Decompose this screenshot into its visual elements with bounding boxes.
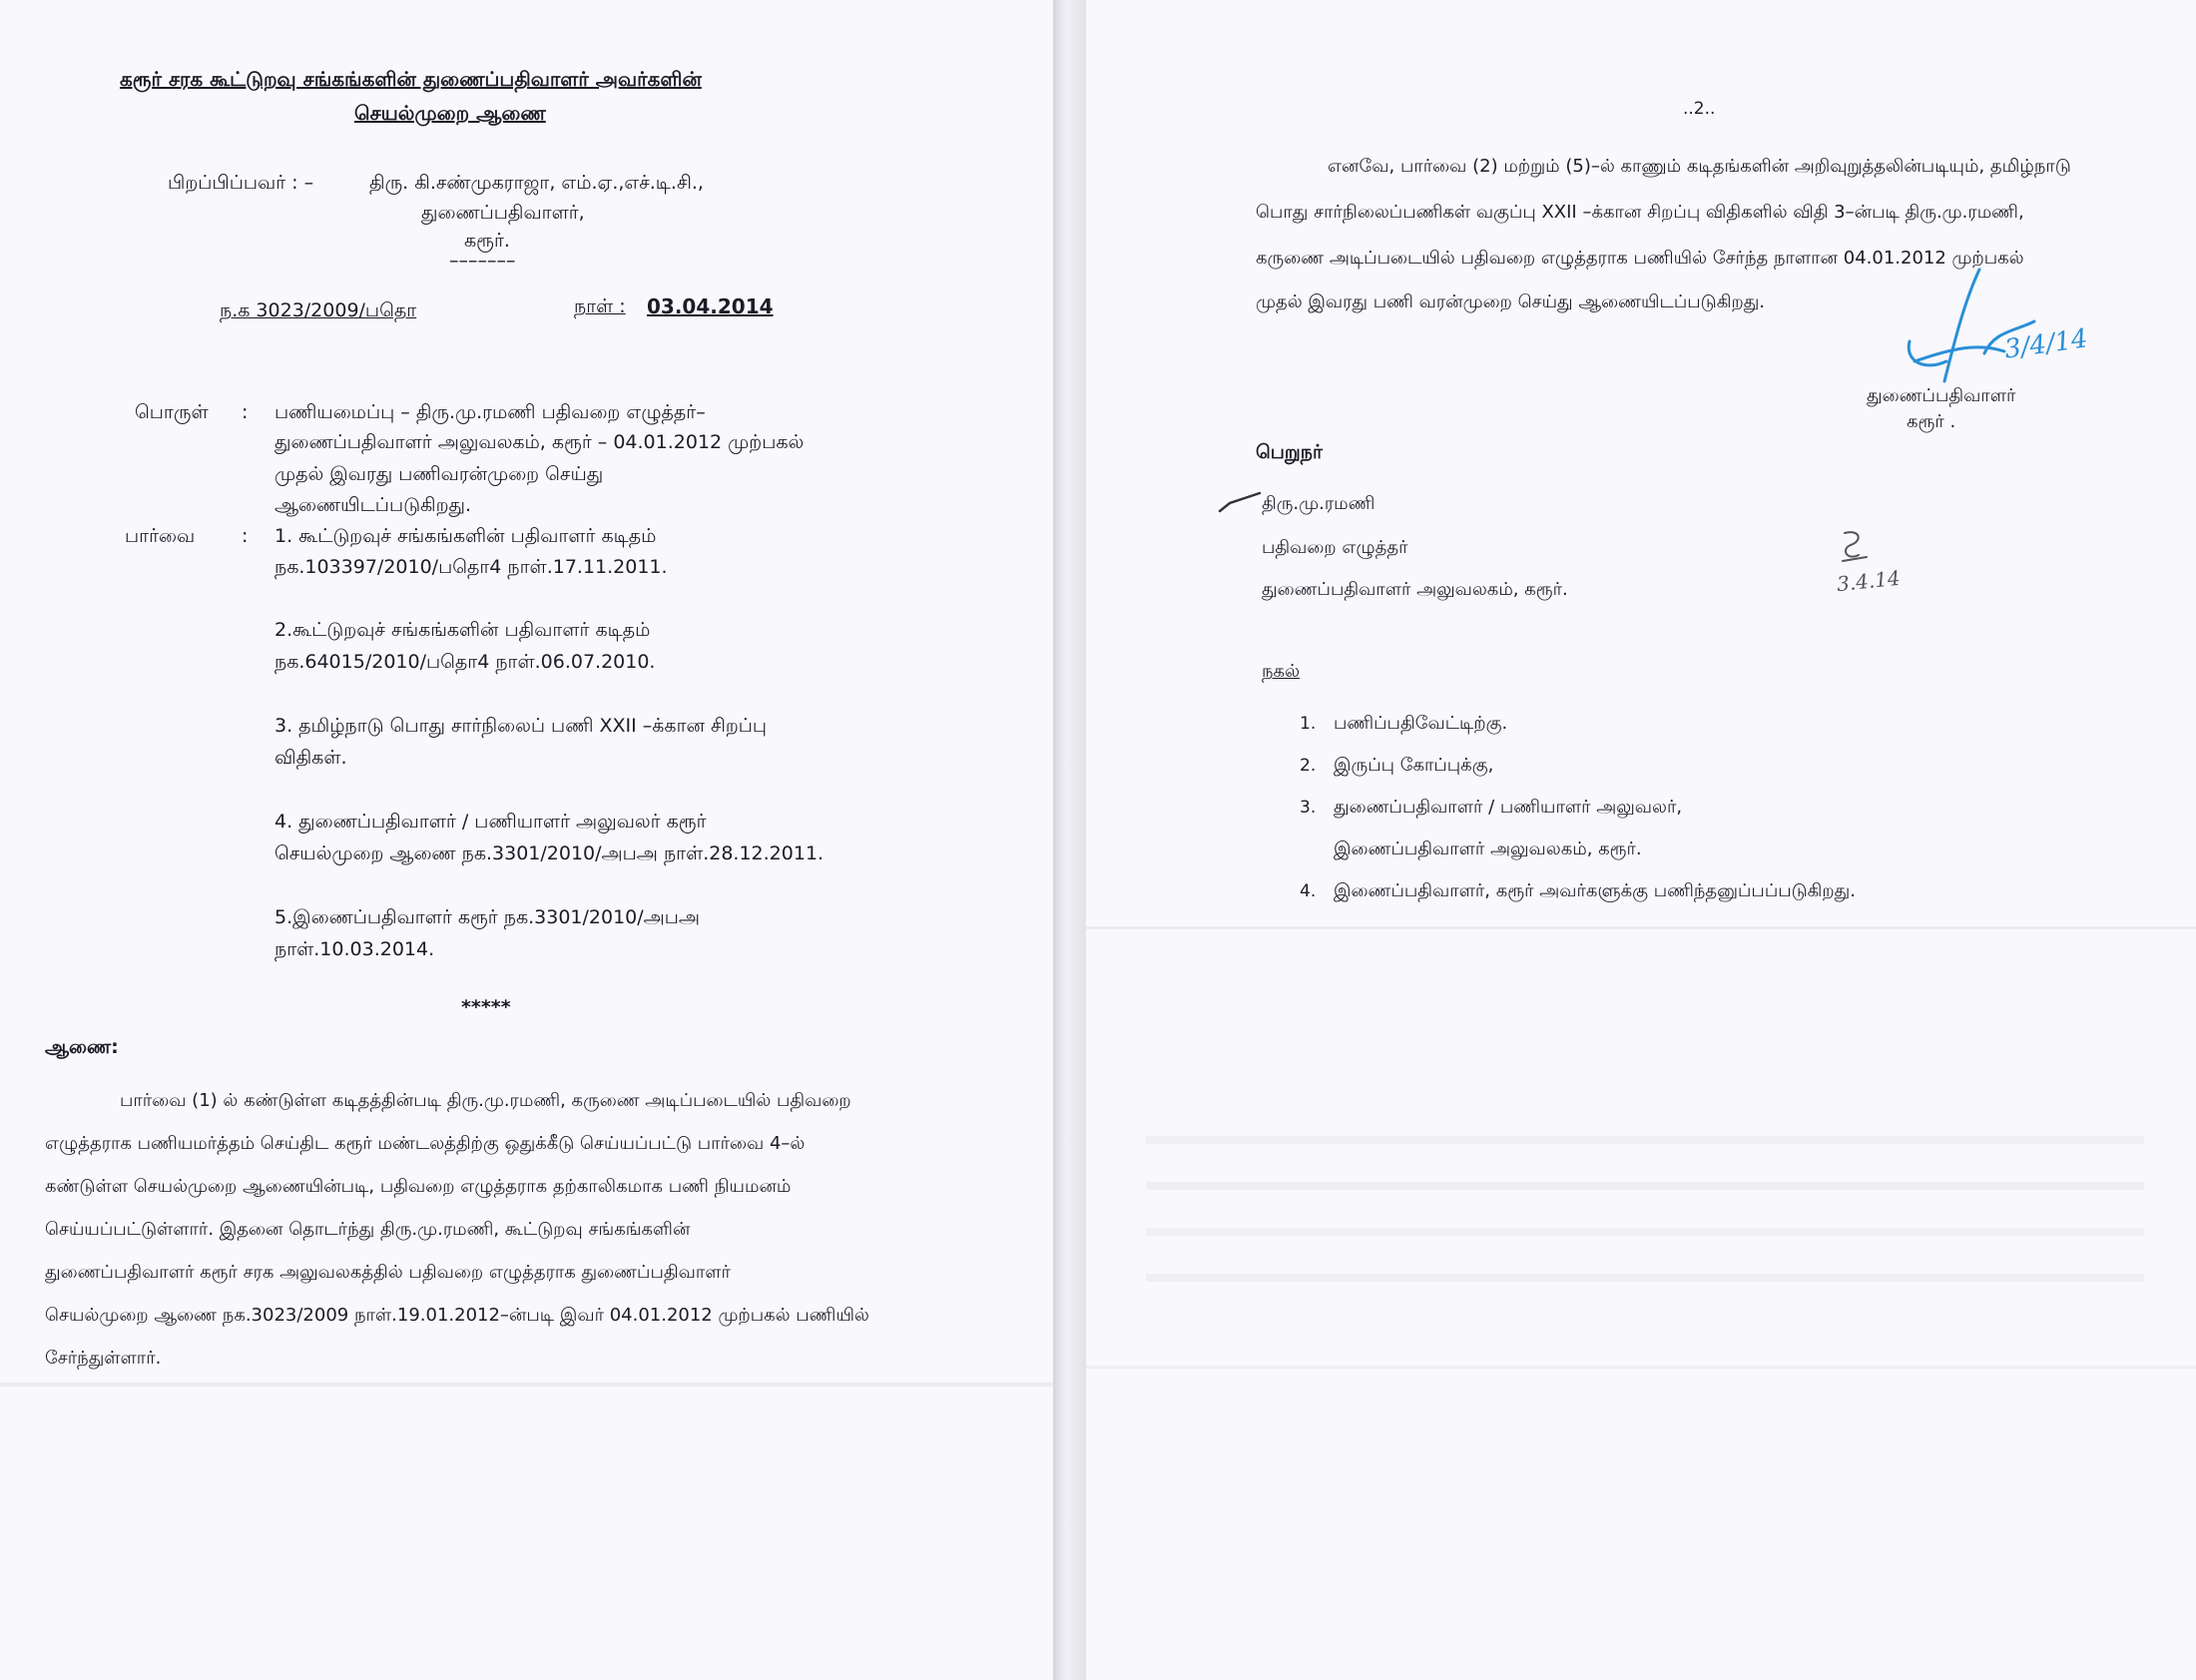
copy-item-text: இணைப்பதிவாளர் அலுவலகம், கரூர். xyxy=(1334,839,1642,859)
copy-item-number: 1. xyxy=(1300,714,1317,734)
paper-fold xyxy=(1086,1366,2196,1369)
subject-line: ஆணையிடப்படுகிறது. xyxy=(274,494,472,516)
subject-line: துணைப்பதிவாளர் அலுவலகம், கரூர் – 04.01.2012 முற்பகல் xyxy=(274,431,805,453)
date-label: நாள் : xyxy=(574,295,626,317)
reference-item-line1: 5.இணைப்பதிவாளர் கரூர் நக.3301/2010/அபஅ xyxy=(274,906,701,928)
tick-mark-icon xyxy=(1216,489,1266,519)
recipient-line: பதிவறை எழுத்தர் xyxy=(1262,537,1408,558)
subject-colon: : xyxy=(242,401,249,423)
order-body-line: செயல்முறை ஆணை நக.3023/2009 நாள்.19.01.2012–ன்படி இவர் 04.01.2012 முற்பகல் பணியில் xyxy=(45,1305,869,1326)
subject-line: முதல் இவரது பணிவரன்முறை செய்து xyxy=(274,463,604,485)
reference-colon: : xyxy=(242,525,249,547)
signature-date: 3/4/14 xyxy=(2002,323,2090,365)
page-number: ..2.. xyxy=(1683,99,1716,119)
separator: ***** xyxy=(461,996,511,1018)
recipient-heading: பெறுநர் xyxy=(1256,441,1323,463)
issuer-name: திரு. கி.சண்முகராஜா, எம்.ஏ.,எச்.டி.சி., xyxy=(369,172,704,194)
issuer-designation: துணைப்பதிவாளர், xyxy=(421,202,585,224)
order-body-line: செய்யப்பட்டுள்ளார். இதனை தொடர்ந்து திரு.மு.ரமணி, கூட்டுறவு சங்கங்களின் xyxy=(45,1219,691,1240)
reference-item-line1: 4. துணைப்பதிவாளர் / பணியாளர் அலுவலர் கரூர் xyxy=(274,811,707,833)
copy-item-text: இருப்பு கோப்புக்கு, xyxy=(1334,755,1494,776)
reference-item-line1: 1. கூட்டுறவுச் சங்கங்களின் பதிவாளர் கடிதம் xyxy=(274,525,657,547)
paper-fold xyxy=(0,1383,1053,1387)
body-line: எனவே, பார்வை (2) மற்றும் (5)–ல் காணும் கடிதங்களின் அறிவுறுத்தலின்படியும், தமிழ்நாடு xyxy=(1328,156,2071,177)
copy-item-number: 4. xyxy=(1300,881,1317,901)
reference-item-line2: விதிகள். xyxy=(274,747,347,769)
order-body-line: சேர்ந்துள்ளார். xyxy=(45,1348,162,1369)
recipient-line: துணைப்பதிவாளர் அலுவலகம், கரூர். xyxy=(1262,579,1568,600)
file-number: ந.க 3023/2009/பதொ xyxy=(220,299,417,321)
body-line: முதல் இவரது பணி வரன்முறை செய்து ஆணையிடப்படுகிறது. xyxy=(1256,291,1766,312)
issuer-place: கரூர். xyxy=(464,230,510,252)
order-body-line: பார்வை (1) ல் கண்டுள்ள கடிதத்தின்படி திரு.மு.ரமணி, கருணை அடிப்படையில் பதிவறை xyxy=(120,1090,851,1111)
copy-item-number: 3. xyxy=(1300,798,1317,818)
left-page xyxy=(0,0,1053,1680)
copy-item-text: இணைப்பதிவாளர், கரூர் அவர்களுக்கு பணிந்தனுப்பப்படுகிறது. xyxy=(1334,880,1857,901)
show-through-texture xyxy=(1146,1098,2144,1318)
body-line: கருணை அடிப்படையில் பதிவறை எழுத்தராக பணியில் சேர்ந்த நாளான 04.01.2012 முற்பகல் xyxy=(1256,248,2024,269)
body-line: பொது சார்நிலைப்பணிகள் வகுப்பு XXII –க்கான சிறப்பு விதிகளில் விதி 3–ன்படி திரு.மு.ரமணி, xyxy=(1256,202,2024,223)
order-body-line: எழுத்தராக பணியமர்த்தம் செய்திட கரூர் மண்டலத்திற்கு ஒதுக்கீடு செய்யப்பட்டு பார்வை 4–ல் xyxy=(45,1133,806,1154)
copy-item-text: துணைப்பதிவாளர் / பணியாளர் அலுவலர், xyxy=(1334,797,1683,818)
reference-item-line1: 2.கூட்டுறவுச் சங்கங்களின் பதிவாளர் கடிதம் xyxy=(274,619,651,641)
reference-item-line2: நக.64015/2010/பதொ4 நாள்.06.07.2010. xyxy=(274,651,656,673)
copy-item-number: 2. xyxy=(1300,756,1317,776)
order-body-line: கண்டுள்ள செயல்முறை ஆணையின்படி, பதிவறை எழுத்தராக தற்காலிகமாக பணி நியமனம் xyxy=(45,1176,792,1197)
order-body-line: துணைப்பதிவாளர் கரூர் சரக அலுவலகத்தில் பதிவறை எழுத்தராக துணைப்பதிவாளர் xyxy=(45,1262,731,1283)
signatory-place: கரூர் . xyxy=(1907,411,1956,432)
issuer-label: பிறப்பிப்பவர் : – xyxy=(168,172,314,194)
receipt-date: 3.4.14 xyxy=(1835,565,1902,597)
copy-heading: நகல் xyxy=(1262,661,1301,682)
signatory-designation: துணைப்பதிவாளர் xyxy=(1867,385,2016,406)
copy-item-text: பணிப்பதிவேட்டிற்கு. xyxy=(1334,713,1508,734)
page-gutter xyxy=(1053,0,1086,1680)
paper-fold xyxy=(1086,926,2196,929)
subject-label: பொருள் xyxy=(135,401,209,423)
subject-line: பணியமைப்பு – திரு.மு.ரமணி பதிவறை எழுத்தர்– xyxy=(274,401,706,423)
order-title-line2: செயல்முறை ஆணை xyxy=(354,101,546,125)
reference-item-line2: நாள்.10.03.2014. xyxy=(274,938,435,960)
signature-scribble-icon xyxy=(1885,262,2044,391)
order-date: 03.04.2014 xyxy=(647,294,774,318)
issuer-rule: ––––––– xyxy=(449,250,516,272)
order-heading: ஆணை: xyxy=(45,1036,119,1058)
reference-item-line1: 3. தமிழ்நாடு பொது சார்நிலைப் பணி XXII –க்கான சிறப்பு xyxy=(274,715,768,737)
recipient-line: திரு.மு.ரமணி xyxy=(1262,493,1375,514)
reference-label: பார்வை xyxy=(125,525,196,547)
receipt-initial-icon xyxy=(1837,527,1871,563)
right-page xyxy=(1086,0,2196,1680)
order-title-line1: கரூர் சரக கூட்டுறவு சங்கங்களின் துணைப்பதிவாளர் அவர்களின் xyxy=(120,67,702,91)
reference-item-line2: நக.103397/2010/பதொ4 நாள்.17.11.2011. xyxy=(274,556,668,578)
reference-item-line2: செயல்முறை ஆணை நக.3301/2010/அபஅ நாள்.28.12.2011. xyxy=(274,842,824,864)
